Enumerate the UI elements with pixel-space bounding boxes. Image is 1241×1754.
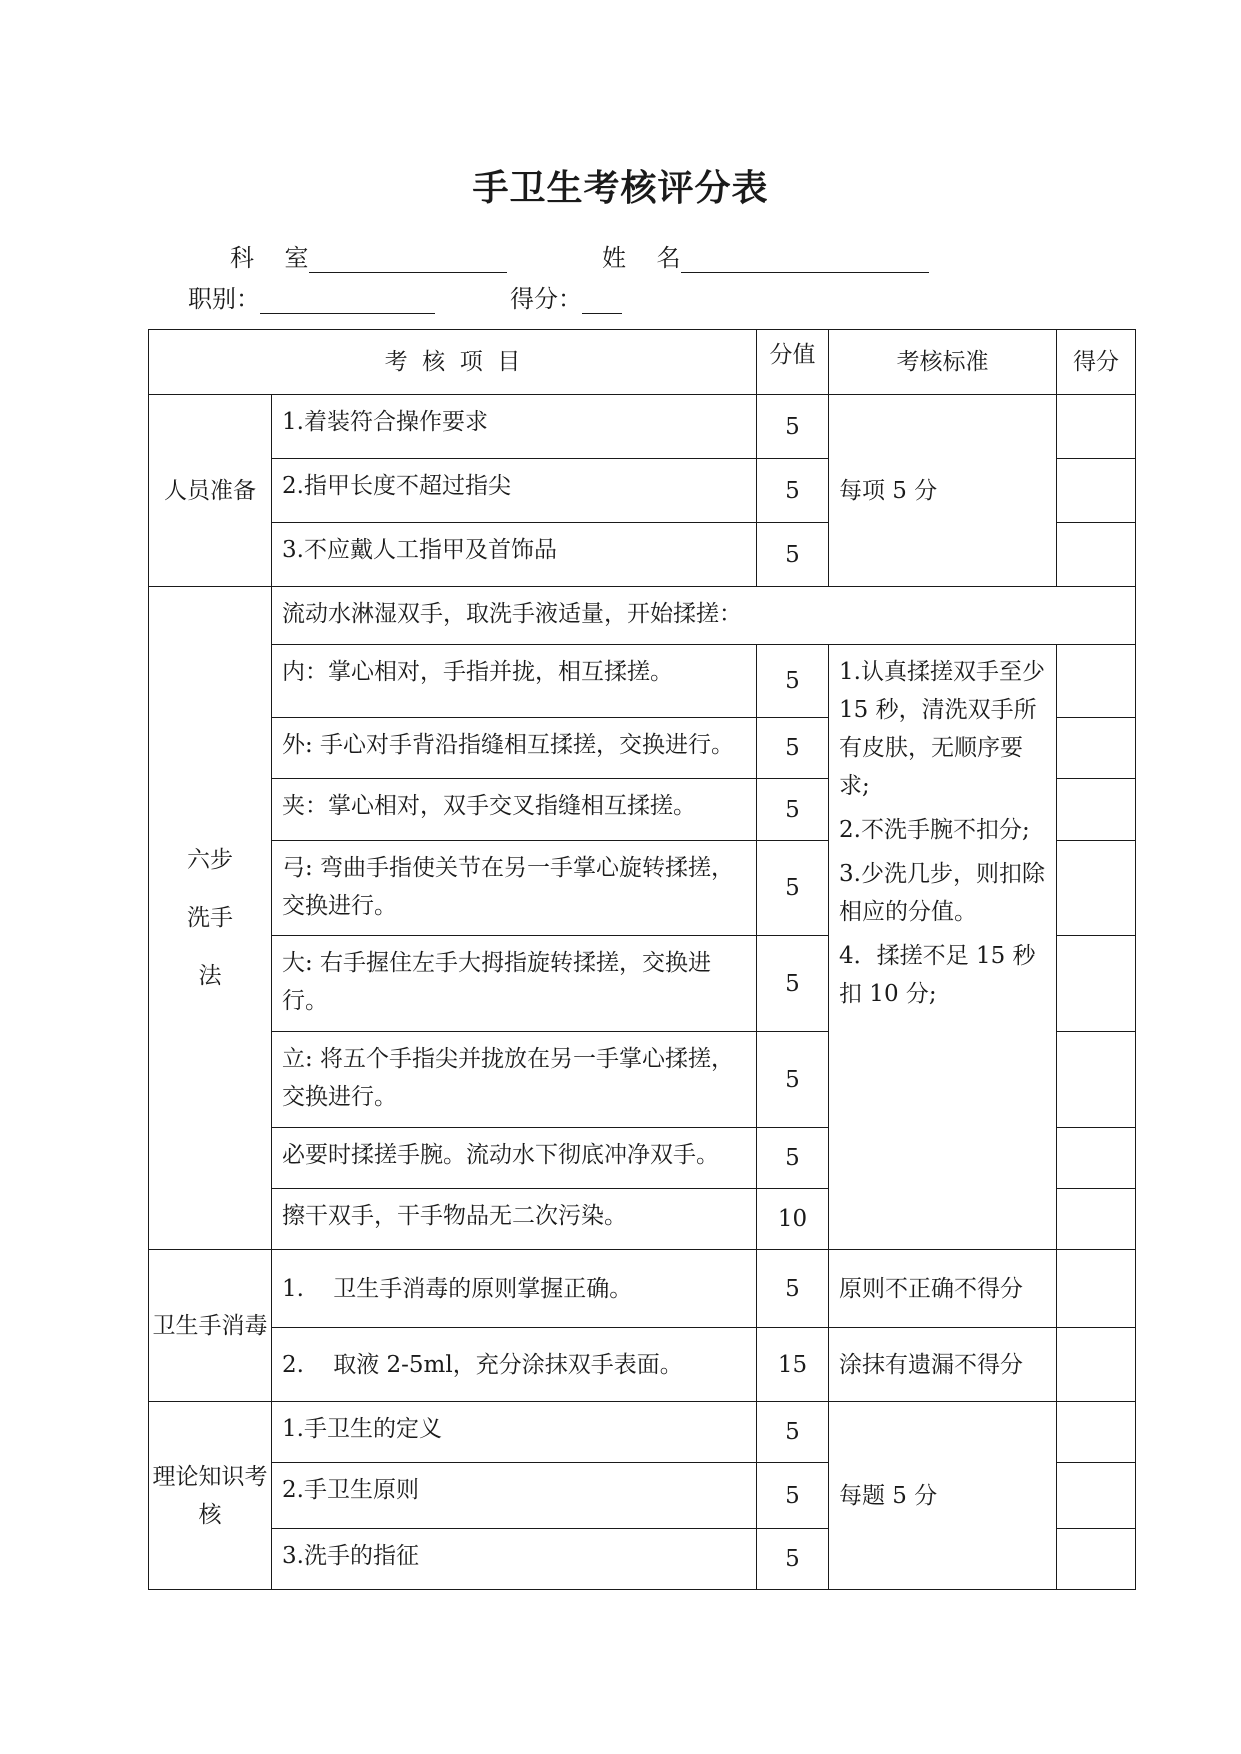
value-cell: 5 [757,841,829,936]
score-cell[interactable] [1057,779,1136,841]
category-line: 六步 [187,847,233,873]
header-value: 分值 [757,330,829,395]
item-cell: 2.指甲长度不超过指尖 [272,459,757,523]
item-cell: 弓: 弯曲手指使关节在另一手掌心旋转揉搓，交换进行。 [272,841,757,936]
value-cell: 5 [757,1402,829,1463]
item-cell: 2. 取液 2-5ml，充分涂抹双手表面。 [272,1328,757,1402]
value-cell: 10 [757,1189,829,1250]
score-cell[interactable] [1057,1402,1136,1463]
table-row [149,587,1136,645]
standard-cell: 原则不正确不得分 [829,1250,1057,1328]
value-cell: 5 [757,1128,829,1189]
category-line: 洗手 [187,905,233,931]
score-cell[interactable] [1057,459,1136,523]
standard-item: 1.认真揉搓双手至少 15 秒，清洗双手所有皮肤，无顺序要求; [839,659,1045,799]
standard-item: 4．揉搓不足 15 秒扣 10 分; [839,943,1036,1007]
item-cell: 内：掌心相对，手指并拢，相互揉搓。 [272,645,757,718]
department-label: 科 室 [230,244,309,272]
value-cell: 5 [757,645,829,718]
value-cell: 5 [757,718,829,779]
score-blank[interactable] [582,287,622,314]
standard-item: 2.不洗手腕不扣分; [839,817,1030,843]
score-cell[interactable] [1057,523,1136,587]
intro-cell: 流动水淋湿双手，取洗手液适量，开始揉搓： [272,587,1136,645]
item-cell: 2.手卫生原则 [272,1463,757,1529]
score-cell[interactable] [1057,1529,1136,1590]
assessment-table [148,329,1136,1590]
value-cell: 5 [757,1463,829,1529]
score-cell[interactable] [1057,936,1136,1032]
standard-cell [829,645,1057,1250]
rank-label: 职别： [188,285,260,313]
standard-cell: 每题 5 分 [829,1402,1057,1590]
item-cell: 擦干双手，干手物品无二次污染。 [272,1189,757,1250]
value-cell: 5 [757,936,829,1032]
header-score: 得分 [1057,330,1136,395]
item-cell: 3.不应戴人工指甲及首饰品 [272,523,757,587]
score-cell[interactable] [1057,1328,1136,1402]
score-cell[interactable] [1057,1032,1136,1128]
name-field [602,238,929,273]
item-cell: 夹：掌心相对，双手交叉指缝相互揉搓。 [272,779,757,841]
item-cell: 3.洗手的指征 [272,1529,757,1590]
table-row [149,645,1136,718]
value-cell: 5 [757,395,829,459]
department-blank[interactable] [309,246,507,273]
table-header-row [149,330,1136,395]
category-cell [149,587,272,1250]
table-row [149,395,1136,459]
value-cell: 5 [757,1032,829,1128]
item-cell: 大: 右手握住左手大拇指旋转揉搓，交换进行。 [272,936,757,1032]
item-cell: 1.着装符合操作要求 [272,395,757,459]
standard-cell: 涂抹有遗漏不得分 [829,1328,1057,1402]
score-cell[interactable] [1057,718,1136,779]
score-label: 得分： [510,285,582,313]
score-cell[interactable] [1057,1128,1136,1189]
item-cell: 1.手卫生的定义 [272,1402,757,1463]
rank-field [188,279,435,314]
header-standard: 考核标准 [829,330,1057,395]
category-cell: 理论知识考核 [149,1402,272,1590]
department-field [230,238,507,273]
page-title: 手卫生考核评分表 [472,167,769,209]
score-cell[interactable] [1057,1250,1136,1328]
table-row [149,1328,1136,1402]
item-cell: 外: 手心对手背沿指缝相互揉搓，交换进行。 [272,718,757,779]
value-cell: 15 [757,1328,829,1402]
table-row [149,1402,1136,1463]
score-cell[interactable] [1057,395,1136,459]
score-cell[interactable] [1057,1189,1136,1250]
standard-cell: 每项 5 分 [829,395,1057,587]
item-cell: 立: 将五个手指尖并拢放在另一手掌心揉搓，交换进行。 [272,1032,757,1128]
item-cell: 1. 卫生手消毒的原则掌握正确。 [272,1250,757,1328]
name-label: 姓 名 [602,244,681,272]
value-cell: 5 [757,1250,829,1328]
score-cell[interactable] [1057,841,1136,936]
value-cell: 5 [757,779,829,841]
score-field [510,279,622,314]
standard-item: 3.少洗几步，则扣除相应的分值。 [839,861,1045,925]
value-cell: 5 [757,459,829,523]
value-cell: 5 [757,523,829,587]
category-cell: 人员准备 [149,395,272,587]
item-cell: 必要时揉搓手腕。流动水下彻底冲净双手。 [272,1128,757,1189]
table-row [149,1250,1136,1328]
score-cell[interactable] [1057,1463,1136,1529]
category-line: 法 [198,963,222,989]
category-cell: 卫生手消毒 [149,1250,272,1402]
score-cell[interactable] [1057,645,1136,718]
value-cell: 5 [757,1529,829,1590]
name-blank[interactable] [681,246,929,273]
rank-blank[interactable] [260,287,435,314]
header-item: 考 核 项 目 [149,330,757,395]
